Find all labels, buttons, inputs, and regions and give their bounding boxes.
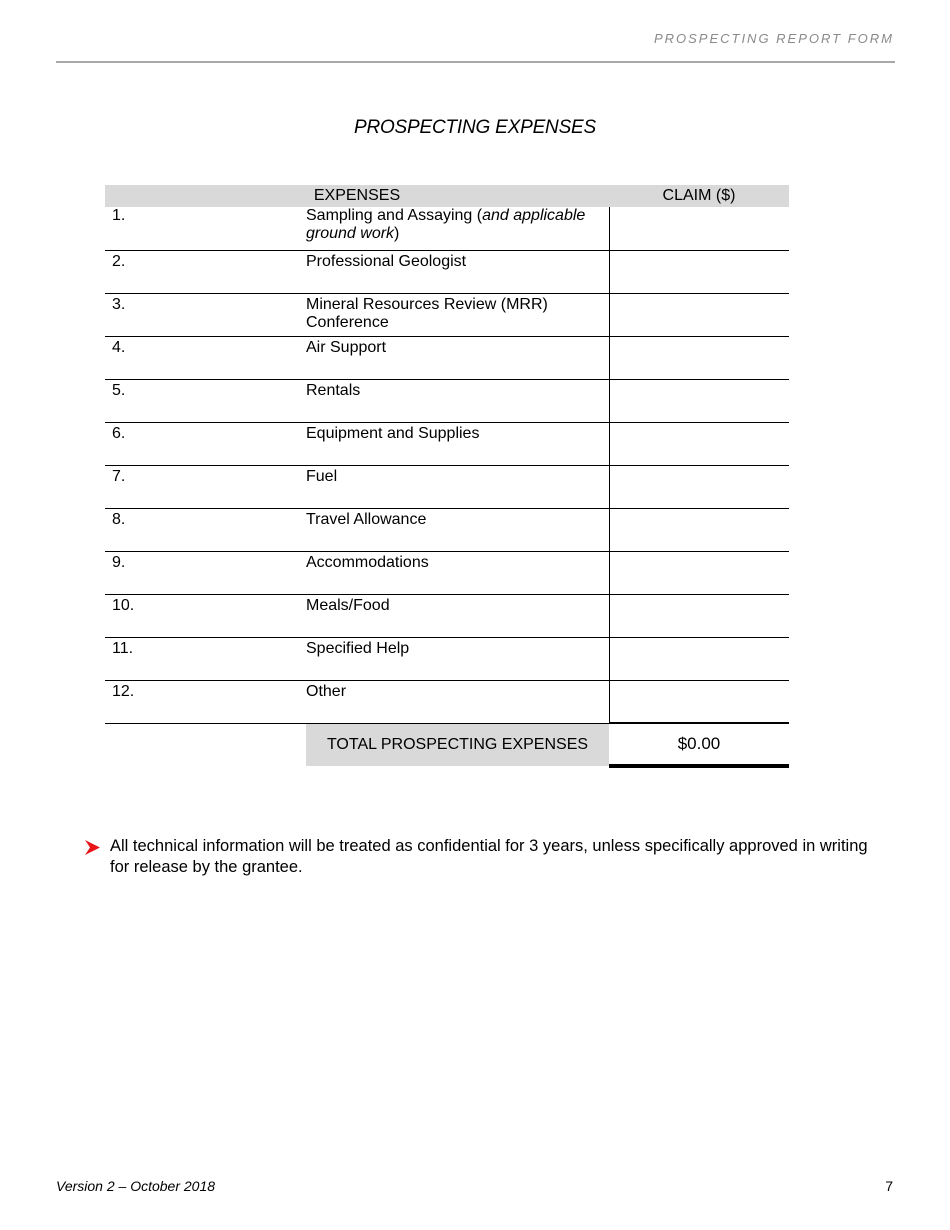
- claim-cell[interactable]: [609, 637, 789, 680]
- table-row: [105, 336, 789, 379]
- row-label: Equipment and Supplies: [306, 422, 609, 465]
- row-label: Air Support: [306, 336, 609, 379]
- claim-cell[interactable]: [609, 250, 789, 293]
- row-label-text: Sampling and Assaying (: [306, 207, 483, 224]
- row-number: 11.: [105, 637, 306, 680]
- table-row: [105, 637, 789, 680]
- claim-cell[interactable]: [609, 465, 789, 508]
- note-text-after: , unless specifically approved in writing for release by the grantee.: [110, 837, 868, 876]
- row-number: 7.: [105, 465, 306, 508]
- expenses-table: [105, 185, 789, 768]
- total-label: TOTAL PROSPECTING EXPENSES: [306, 723, 609, 766]
- row-number: 10.: [105, 594, 306, 637]
- row-number: 3.: [105, 293, 306, 336]
- row-number: 9.: [105, 551, 306, 594]
- expenses-body: [105, 207, 789, 723]
- row-label: [306, 207, 609, 250]
- row-number: 4.: [105, 336, 306, 379]
- form-header-title: PROSPECTING REPORT FORM: [653, 31, 894, 46]
- claim-column-header: CLAIM ($): [609, 185, 789, 207]
- table-row: [105, 551, 789, 594]
- claim-cell[interactable]: [609, 508, 789, 551]
- row-label: Accommodations: [306, 551, 609, 594]
- page-title: PROSPECTING EXPENSES: [353, 117, 596, 138]
- row-label: Professional Geologist: [306, 250, 609, 293]
- row-label: Mineral Resources Review (MRR) Conference: [306, 293, 609, 336]
- row-label: Fuel: [306, 465, 609, 508]
- row-number: 8.: [105, 508, 306, 551]
- row-number: 6.: [105, 422, 306, 465]
- row-label: Specified Help: [306, 637, 609, 680]
- total-value: $0.00: [609, 723, 789, 766]
- note-highlight: 3 years: [529, 837, 584, 855]
- table-row: [105, 250, 789, 293]
- row-label-end: ): [394, 225, 400, 242]
- claim-cell[interactable]: [609, 379, 789, 422]
- table-row: [105, 508, 789, 551]
- claim-cell[interactable]: [609, 293, 789, 336]
- row-label: Travel Allowance: [306, 508, 609, 551]
- arrow-bullet-icon: [84, 839, 101, 862]
- table-row: [105, 379, 789, 422]
- table-row: [105, 207, 789, 250]
- row-label-italic: and applicable ground work: [306, 207, 586, 242]
- table-row: [105, 422, 789, 465]
- table-header-row: [105, 185, 789, 207]
- note-text: [110, 836, 874, 878]
- note-text-before: All technical information will be treated as confidential for: [110, 837, 530, 855]
- claim-cell[interactable]: [609, 551, 789, 594]
- row-label: Meals/Food: [306, 594, 609, 637]
- claim-cell[interactable]: [609, 336, 789, 379]
- row-label: Other: [306, 680, 609, 723]
- row-number: 5.: [105, 379, 306, 422]
- table-row: [105, 293, 789, 336]
- table-row: [105, 465, 789, 508]
- total-spacer: [105, 723, 306, 766]
- claim-cell[interactable]: [609, 422, 789, 465]
- table-row: [105, 594, 789, 637]
- footer-version: Version 2 – October 2018: [56, 1178, 216, 1194]
- claim-cell[interactable]: [609, 207, 789, 250]
- header-divider: [56, 61, 895, 63]
- total-row: [105, 723, 789, 766]
- footer-page-number: 7: [885, 1178, 893, 1194]
- row-label: Rentals: [306, 379, 609, 422]
- row-number: 12.: [105, 680, 306, 723]
- row-number: 1.: [105, 207, 306, 250]
- table-row: [105, 680, 789, 723]
- expenses-column-header: EXPENSES: [105, 185, 609, 207]
- confidentiality-note: [84, 836, 874, 878]
- claim-cell[interactable]: [609, 680, 789, 723]
- row-number: 2.: [105, 250, 306, 293]
- claim-cell[interactable]: [609, 594, 789, 637]
